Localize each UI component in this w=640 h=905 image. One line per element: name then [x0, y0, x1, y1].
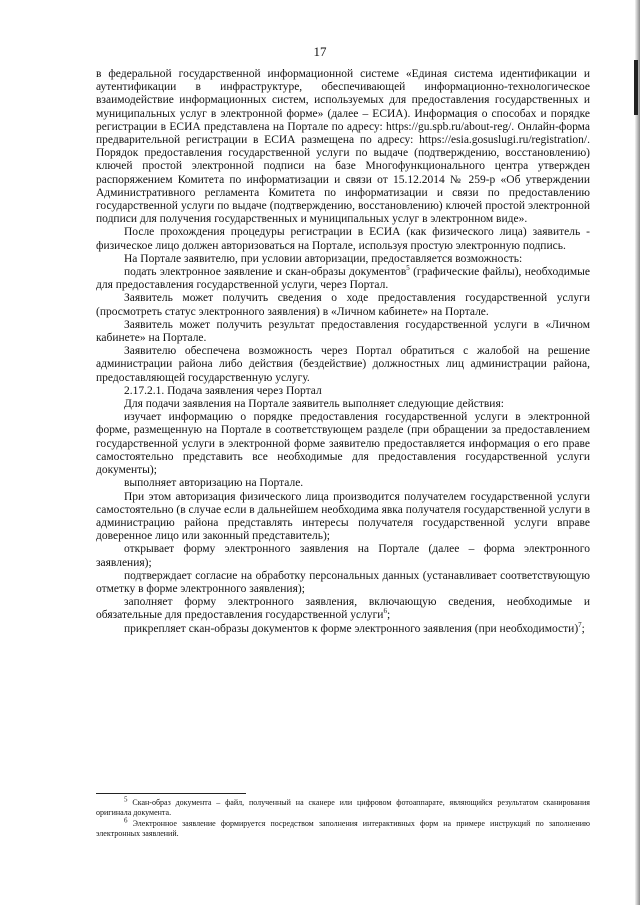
footnote-6 — [96, 816, 590, 839]
paragraph-esia-registration: в федеральной государственной информационной системе «Единая система идентификации и аутентификации в инфраструктуре, обеспечивающей информационно-технологическое взаимодействие информационных систем, используемых для предоставления государственных и муниципальных услуг в электронной форме» (далее – ЕСИА). Информация о способах и порядке регистрации в ЕСИА представлена на Портале по адресу: https://gu.spb.ru/about-reg/. Онлайн-форма предварительной регистрации в ЕСИА размещена по адресу: https://esia.gosuslugi.ru/registration/. Порядок предоставления государственной услуги по выдаче (подтверждению, восстановлению) ключей простой электронной подписи на базе Многофункционального центра утвержден распоряжением Комитета по информатизации и связи от 15.12.2014 № 259-р «Об утверждении Административного регламента Комитета по информатизации и связи по предоставлению государственной услуги по выдаче (подтверждению, восстановлению) ключей простой электронной подписи для получения государственных и муниципальных услуг в электронном виде». — [96, 68, 590, 226]
footnote-divider — [96, 793, 246, 794]
paragraph-submit-text: подать электронное заявление и скан-образы документов — [124, 266, 407, 279]
footnote-ref-7: 7 — [578, 620, 582, 629]
footnotes — [96, 795, 590, 840]
page-number: 17 — [313, 44, 327, 59]
paragraph-result-info: Заявитель может получить результат предоставления государственной услуги в «Личном кабинете» на Портале. — [96, 318, 590, 345]
paragraph-submit-text-tail: (графические файлы), необходимые для предоставления государственной услуги, через Портал. — [96, 266, 590, 292]
paragraph-step-attach — [96, 620, 590, 636]
footnote-6-number: 6 — [124, 816, 128, 825]
paragraph-attach-text: прикрепляет скан-образы документов к форме электронного заявления (при необходимости) — [124, 622, 579, 635]
paragraph-submit-application — [96, 266, 590, 292]
paragraph-complaint-info: Заявителю обеспечена возможность через Портал обратиться с жалобой на решение администрации района либо действия (бездействие) должностных лиц администрации района, предоставляющей государственную услугу. — [96, 345, 590, 384]
paragraph-step-consent: подтверждает согласие на обработку персональных данных (устанавливает соответствующую отметку в форме электронного заявления); — [96, 569, 590, 595]
paragraph-steps-intro: Для подачи заявления на Портале заявитель выполняет следующие действия: — [124, 398, 504, 411]
paragraph-step-fill-form — [96, 596, 590, 622]
paragraph-portal-authorization: После прохождения процедуры регистрации в ЕСИА (как физического лица) заявитель - физическое лицо должен авторизоваться на Портале, используя простую электронную подпись. — [96, 226, 590, 252]
footnote-5-number: 5 — [124, 795, 128, 804]
footnote-ref-6: 6 — [383, 607, 387, 616]
paragraph-attach-tail: ; — [581, 622, 585, 635]
paragraph-fill-text: заполняет форму электронного заявления, включающую сведения, необходимые и обязательные для предоставления государственной услуги — [96, 596, 590, 622]
paragraph-authorization-note: При этом авторизация физического лица производится получателем государственной услуги самостоятельно (в случае если в дальнейшем необходима явка получателя государственной услуги в администрацию района представлять интересы получателя государственной услуги вправе доверенное лицо или законный представитель); — [96, 490, 590, 543]
paragraph-step-authorize: выполняет авторизацию на Портале. — [124, 477, 304, 490]
footnote-5-text: Скан-образ документа – файл, полученный на сканере или цифровом фотоаппарате, являющийся результатом сканирования оригинала документа. — [96, 798, 590, 817]
section-heading-2-17-2-1: 2.17.2.1. Подача заявления через Портал — [124, 384, 322, 397]
paragraph-step-open-form: открывает форму электронного заявления на Портале (далее – форма электронного заявления); — [96, 543, 590, 569]
paragraph-step-study: изучает информацию о порядке предоставления государственной услуги в электронной форме, размещенную на Портале в соответствующем разделе (при обращении за предоставлением государственной услуги в электронной форме заявителю предоставляется информация о его праве самостоятельно представить все необходимые для предоставления государственной услуги документы); — [96, 411, 590, 477]
footnote-ref-5: 5 — [406, 264, 410, 273]
scan-edge-mark — [634, 60, 638, 115]
paragraph-fill-tail: ; — [386, 609, 391, 622]
scan-edge-shadow — [635, 0, 640, 905]
paragraph-status-info: Заявитель может получить сведения о ходе предоставления государственной услуги (просмотреть статус электронного заявления) в «Личном кабинете» на Портале. — [96, 292, 590, 318]
document-body — [96, 68, 590, 636]
footnote-6-text: Электронное заявление формируется посредством заполнения интерактивных форм на примере инструкций по заполнению электронных заявлений. — [96, 819, 590, 838]
paragraph-portal-possibilities: На Портале заявителю, при условии авторизации, предоставляется возможность: — [124, 252, 523, 265]
footnote-5 — [96, 795, 590, 818]
